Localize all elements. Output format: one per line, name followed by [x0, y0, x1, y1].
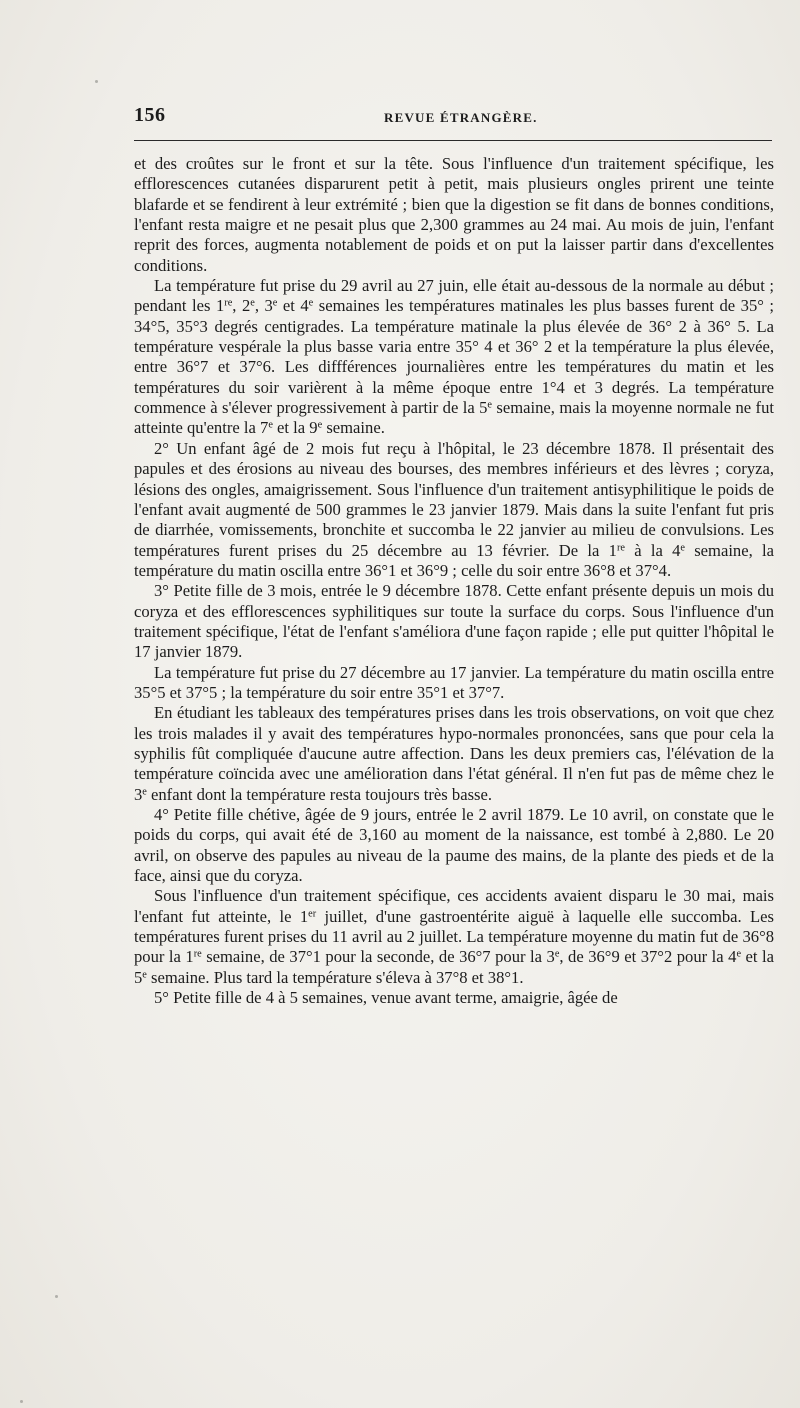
paragraph: 3° Petite fille de 3 mois, entrée le 9 décembre 1878. Cette enfant présente depuis un mois du coryza et des efflorescences syphilitiques sur toute la surface du corps. Sous l'influence d'un traitement spécifique, l'état de l'enfant s'améliora d'une façon rapide ; elle put quitter l'hôpital le 17 janvier 1879.: [134, 581, 774, 662]
paragraph: Sous l'influence d'un traitement spécifique, ces accidents avaient disparu le 30 mai, mais l'enfant fut atteinte, le 1er juillet, d'une gastroentérite aiguë à laquelle elle succomba. Les températures furent prises du 11 avril au 2 juillet. La température moyenne du matin fut de 36°8 pour la 1re semaine, de 37°1 pour la seconde, de 36°7 pour la 3e, de 36°9 et 37°2 pour la 4e et la 5e semaine. Plus tard la température s'éleva à 37°8 et 38°1.: [134, 886, 774, 987]
paragraph: 4° Petite fille chétive, âgée de 9 jours, entrée le 2 avril 1879. Le 10 avril, on constate que le poids du corps, qui avait été de 3,160 au moment de la naissance, est tombé à 2,880. Le 20 avril, on observe des papules au niveau de la paume des mains, de la plante des pieds et de la face, ainsi que du coryza.: [134, 805, 774, 886]
header-rule: [134, 140, 772, 141]
paragraph: En étudiant les tableaux des températures prises dans les trois observations, on voit que chez les trois malades il y avait des températures hypo-normales prononcées, sans que pour cela la syphilis fût compliquée d'aucune autre affection. Dans les deux premiers cas, l'élévation de la température coïncida avec une amélioration dans l'état général. Il n'en fut pas de même chez le 3e enfant dont la température resta toujours très basse.: [134, 703, 774, 804]
paper-speck: [20, 1400, 23, 1403]
running-title: REVUE ÉTRANGÈRE.: [384, 110, 538, 125]
paragraph: La température fut prise du 27 décembre au 17 janvier. La température du matin oscilla entre 35°5 et 37°5 ; la température du soir entre 35°1 et 37°7.: [134, 662, 774, 702]
paper-speck: [55, 1295, 58, 1298]
paragraph: et des croûtes sur le front et sur la tête. Sous l'influence d'un traitement spécifique, les efflorescences cutanées disparurent petit à petit, mais plusieurs ongles prirent une teinte blafarde et se fendirent à leur extrémité ; bien que la digestion se fit dans de bonnes conditions, l'enfant resta maigre et ne pesait plus que 2,300 grammes au 24 mai. Au mois de juin, l'enfant reprit des forces, augmenta notablement de poids et on put la laisser partir dans d'excellentes conditions.: [134, 154, 774, 275]
paragraph: 5° Petite fille de 4 à 5 semaines, venue avant terme, amaigrie, âgée de: [154, 988, 618, 1008]
page-number: 156: [134, 104, 166, 126]
paper-speck: [95, 80, 98, 83]
body-text: [134, 154, 774, 1008]
page-header: [134, 104, 772, 134]
paragraph: 2° Un enfant âgé de 2 mois fut reçu à l'hôpital, le 23 décembre 1878. Il présentait des papules et des érosions au niveau des bourses, des membres inférieurs et des lèvres ; coryza, lésions des ongles, amaigrissement. Sous l'influence d'un traitement antisyphilitique le poids de l'enfant avait augmenté de 500 grammes le 23 janvier 1879. Mais dans la suite l'enfant fut pris de diarrhée, vomissements, bronchite et succomba le 22 janvier au milieu de convulsions. Les températures furent prises du 25 décembre au 13 février. De la 1re à la 4e semaine, la température du matin oscilla entre 36°1 et 36°9 ; celle du soir entre 36°8 et 37°4.: [134, 438, 774, 580]
paragraph: La température fut prise du 29 avril au 27 juin, elle était au-dessous de la normale au début ; pendant les 1re, 2e, 3e et 4e semaines les températures matinales les plus basses furent de 35° ; 34°5, 35°3 degrés centigrades. La température matinale la plus élevée de 36° 2 à 36° 5. La température vespérale la plus basse varia entre 35° 4 et 36° 2 et la température la plus élevée, entre 36°7 et 37°6. Les diffférences journalières entre les températures du matin et les températures du soir varièrent à la même époque entre 1°4 et 3 degrés. La température commence à s'élever progressivement à partir de la 5e semaine, mais la moyenne normale ne fut atteinte qu'entre la 7e et la 9e semaine.: [134, 276, 775, 438]
